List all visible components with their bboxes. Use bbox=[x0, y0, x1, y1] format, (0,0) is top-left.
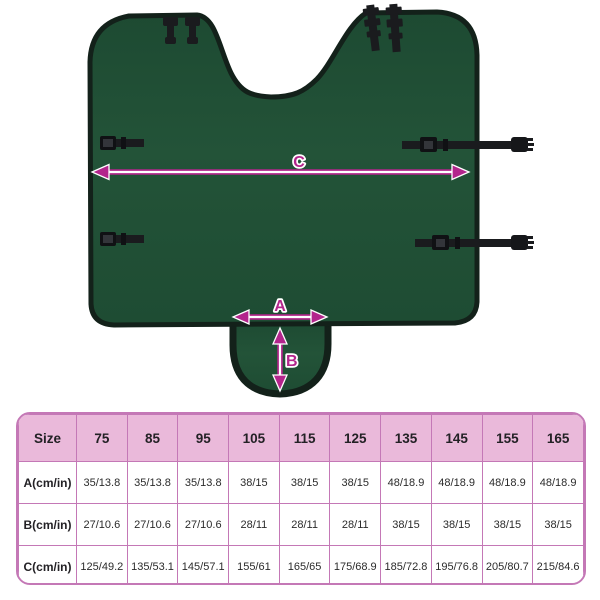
table-cell: 38/15 bbox=[482, 504, 533, 546]
dimension-label-c: C bbox=[293, 154, 305, 171]
table-cell: 48/18.9 bbox=[431, 462, 482, 504]
table-cell: 27/10.6 bbox=[127, 504, 178, 546]
table-cell: 205/80.7 bbox=[482, 546, 533, 586]
table-cell: 125/49.2 bbox=[77, 546, 128, 586]
table-cell: 27/10.6 bbox=[77, 504, 128, 546]
row-label: B(cm/in) bbox=[19, 504, 77, 546]
header-cell: 145 bbox=[431, 415, 482, 462]
table-cell: 38/15 bbox=[279, 462, 330, 504]
row-label: C(cm/in) bbox=[19, 546, 77, 586]
table-cell: 185/72.8 bbox=[381, 546, 432, 586]
table-cell: 38/15 bbox=[431, 504, 482, 546]
table-cell: 48/18.9 bbox=[533, 462, 584, 504]
table-cell: 38/15 bbox=[381, 504, 432, 546]
table-cell: 28/11 bbox=[229, 504, 280, 546]
table-cell: 35/13.8 bbox=[178, 462, 229, 504]
header-cell: 165 bbox=[533, 415, 584, 462]
table-cell: 165/65 bbox=[279, 546, 330, 586]
table-cell: 155/61 bbox=[229, 546, 280, 586]
blanket-body bbox=[90, 12, 477, 325]
size-table bbox=[18, 414, 584, 585]
header-cell-size: Size bbox=[19, 415, 77, 462]
table-cell: 28/11 bbox=[330, 504, 381, 546]
table-cell: 35/13.8 bbox=[77, 462, 128, 504]
table-row-a bbox=[19, 462, 584, 504]
table-cell: 35/13.8 bbox=[127, 462, 178, 504]
header-cell: 155 bbox=[482, 415, 533, 462]
table-cell: 27/10.6 bbox=[178, 504, 229, 546]
table-cell: 28/11 bbox=[279, 504, 330, 546]
table-cell: 38/15 bbox=[330, 462, 381, 504]
table-cell: 38/15 bbox=[229, 462, 280, 504]
header-cell: 85 bbox=[127, 415, 178, 462]
table-cell: 175/68.9 bbox=[330, 546, 381, 586]
header-cell: 105 bbox=[229, 415, 280, 462]
size-table-header-row bbox=[19, 415, 584, 462]
table-cell: 195/76.8 bbox=[431, 546, 482, 586]
table-cell: 38/15 bbox=[533, 504, 584, 546]
dimension-label-b: B bbox=[286, 353, 298, 370]
header-cell: 95 bbox=[178, 415, 229, 462]
table-cell: 48/18.9 bbox=[381, 462, 432, 504]
size-table-container bbox=[16, 412, 586, 585]
dimension-label-a: A bbox=[274, 298, 286, 315]
table-cell: 135/53.1 bbox=[127, 546, 178, 586]
row-label: A(cm/in) bbox=[19, 462, 77, 504]
header-cell: 75 bbox=[77, 415, 128, 462]
table-cell: 215/84.6 bbox=[533, 546, 584, 586]
table-row-b bbox=[19, 504, 584, 546]
table-cell: 145/57.1 bbox=[178, 546, 229, 586]
header-cell: 135 bbox=[381, 415, 432, 462]
header-cell: 115 bbox=[279, 415, 330, 462]
table-row-c bbox=[19, 546, 584, 586]
table-cell: 48/18.9 bbox=[482, 462, 533, 504]
header-cell: 125 bbox=[330, 415, 381, 462]
